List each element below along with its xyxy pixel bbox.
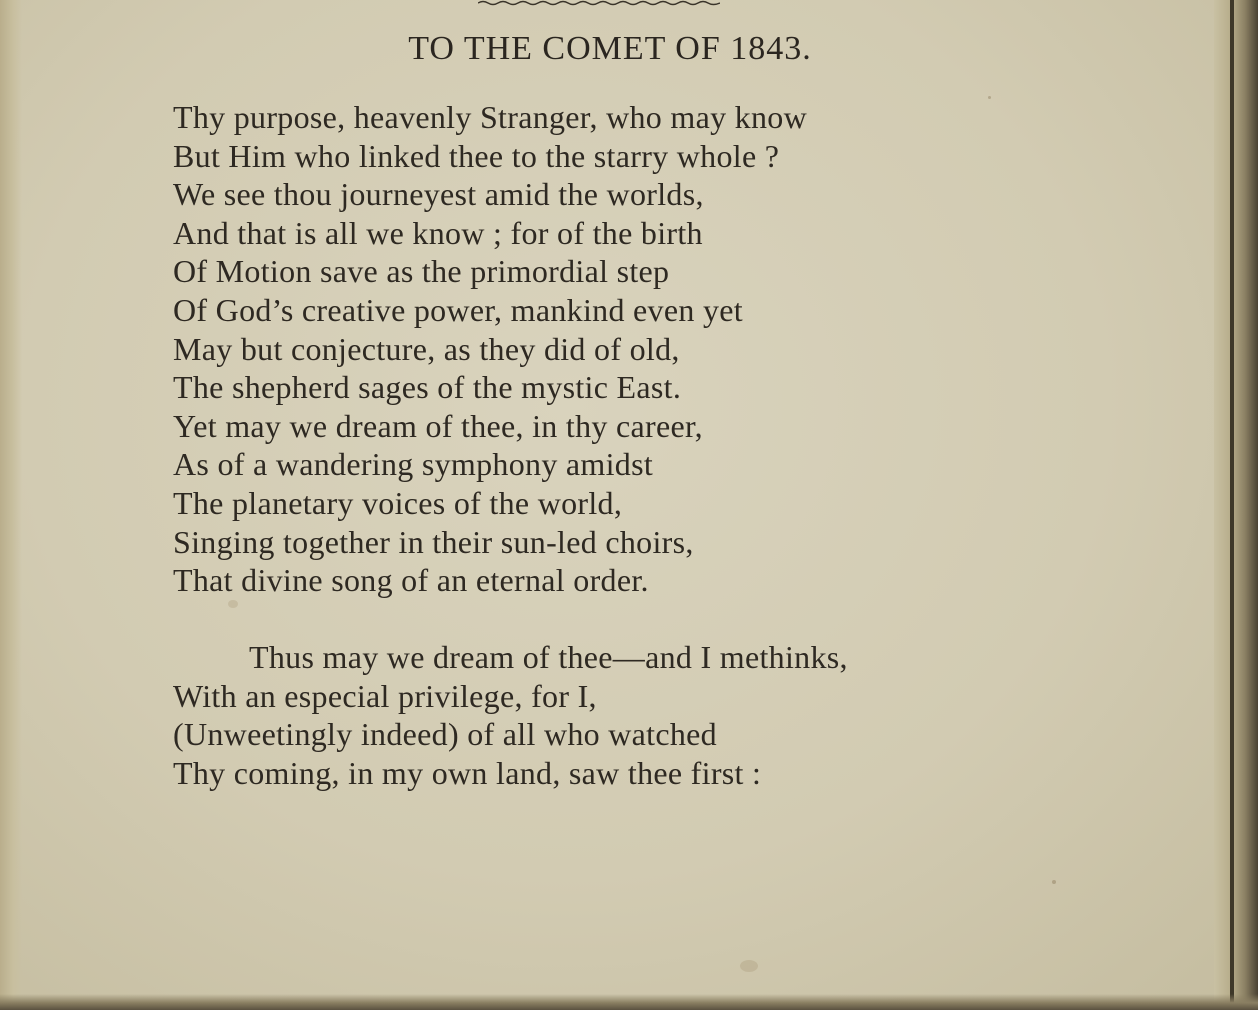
poem-line: But Him who linked thee to the starry whole ? bbox=[173, 137, 780, 174]
poem-line: And that is all we know ; for of the birth bbox=[173, 214, 703, 251]
paper-speck bbox=[1052, 880, 1056, 884]
stanza-2 bbox=[173, 638, 848, 792]
poem-line: As of a wandering symphony amidst bbox=[173, 446, 654, 483]
poem-line: Yet may we dream of thee, in thy career, bbox=[173, 407, 703, 444]
wavy-rule-ornament bbox=[478, 0, 720, 8]
poem-line: May but conjecture, as they did of old, bbox=[173, 330, 680, 367]
page-gutter bbox=[1214, 0, 1258, 1010]
poem-line: Thy purpose, heavenly Stranger, who may know bbox=[173, 99, 807, 135]
poem-line: Of God’s creative power, mankind even yet bbox=[173, 291, 743, 328]
poem-line: Thy coming, in my own land, saw thee first : bbox=[173, 754, 762, 791]
stanza-1 bbox=[173, 98, 807, 600]
poem-line: With an especial privilege, for I, bbox=[173, 677, 597, 714]
paper-speck bbox=[228, 600, 238, 608]
poem-line: Thus may we dream of thee—and I methinks, bbox=[249, 639, 848, 675]
poem-line: The planetary voices of the world, bbox=[173, 484, 623, 521]
poem-line: We see thou journeyest amid the worlds, bbox=[173, 176, 704, 213]
paper-speck bbox=[740, 960, 758, 972]
poem-line: Of Motion save as the primordial step bbox=[173, 253, 670, 290]
poem-line: That divine song of an eternal order. bbox=[173, 562, 649, 599]
paper-speck bbox=[988, 96, 991, 99]
binding-line bbox=[1230, 0, 1234, 1010]
poem-line: Singing together in their sun-led choirs, bbox=[173, 523, 694, 560]
poem-line: (Unweetingly indeed) of all who watched bbox=[173, 716, 717, 753]
page-left-edge bbox=[0, 0, 22, 1010]
poem-title: TO THE COMET OF 1843. bbox=[408, 30, 812, 67]
page-bottom-edge bbox=[0, 994, 1258, 1010]
poem-line: The shepherd sages of the mystic East. bbox=[173, 369, 682, 406]
